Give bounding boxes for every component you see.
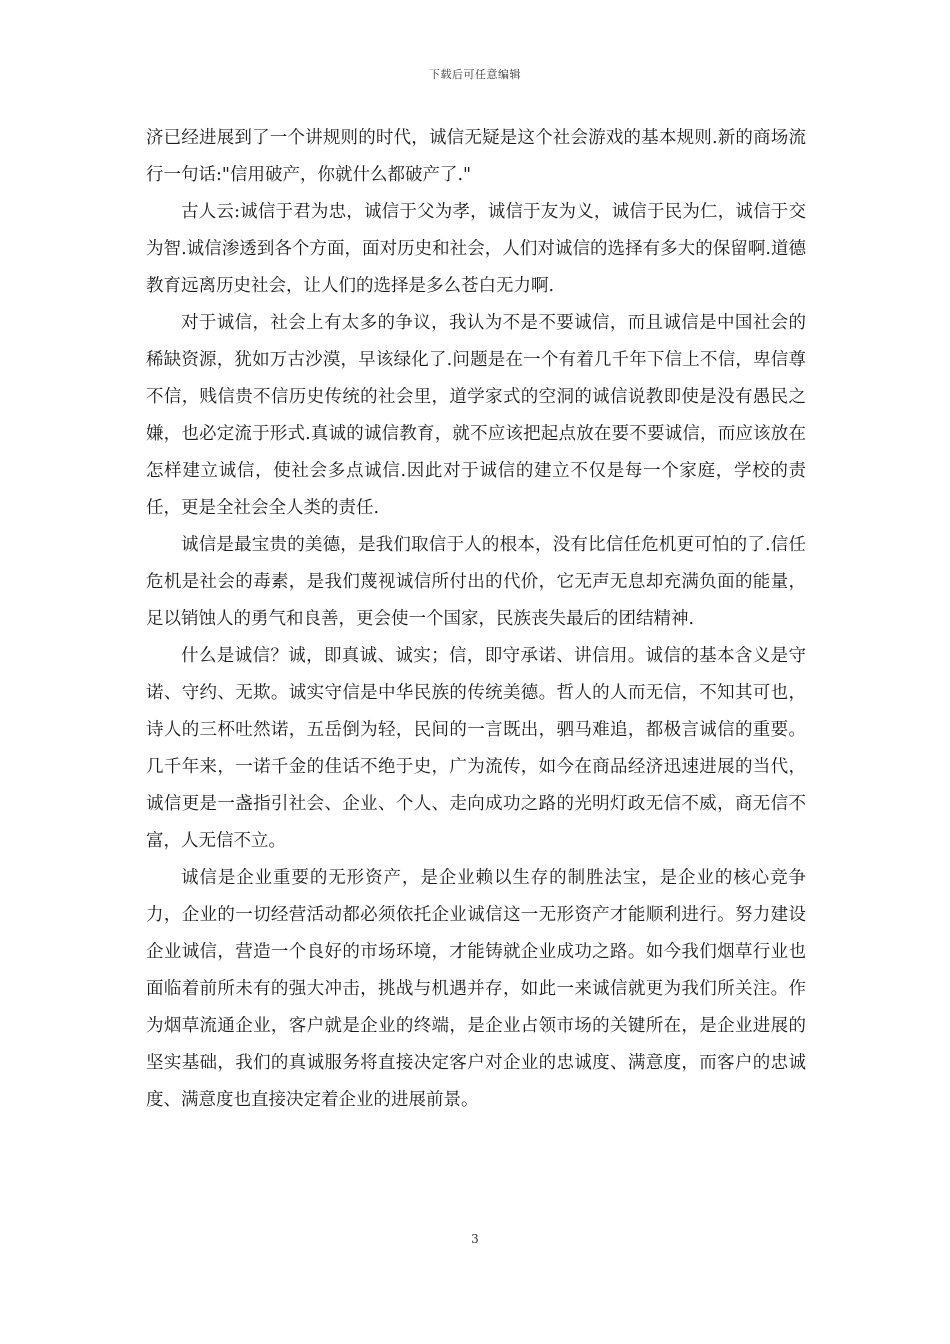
paragraph: 诚信是企业重要的无形资产，是企业赖以生存的制胜法宝，是企业的核心竞争力，企业的一切经营活动都必须依托企业诚信这一无形资产才能顺利进行。努力建设企业诚信，营造一个良好的市场环境，才能铸就企业成功之路。如今我们烟草行业也面临着前所未有的强大冲击，挑战与机遇并存，如此一来诚信就更为我们所关注。作为烟草流通企业，客户就是企业的终端，是企业占领市场的关键所在，是企业进展的坚实基础，我们的真诚服务将直接决定客户对企业的忠诚度、满意度，而客户的忠诚度、满意度也直接决定着企业的进展前景。: [146, 868, 806, 1110]
paragraph: 济已经进展到了一个讲规则的时代，诚信无疑是这个社会游戏的基本规则.新的商场流行一句话:"信用破产，你就什么都破产了.": [146, 128, 806, 185]
paragraph: 诚信是最宝贵的美德，是我们取信于人的根本，没有比信任危机更可怕的了.信任危机是社会的毒素，是我们蔑视诚信所付出的代价，它无声无息却充满负面的能量，足以销蚀人的勇气和良善，更会使一个国家，民族丧失最后的团结精神.: [146, 535, 806, 629]
document-body: [146, 120, 806, 1119]
page-number: 3: [471, 1232, 479, 1246]
paragraph: 什么是诚信？诚，即真诚、诚实；信，即守承诺、讲信用。诚信的基本含义是守诺、守约、无欺。诚实守信是中华民族的传统美德。哲人的人而无信，不知其可也，诗人的三杯吐然诺，五岳倒为轻，民间的一言既出，驷马难追，都极言诚信的重要。几千年来，一诺千金的佳话不绝于史，广为流传，如今在商品经济迅速进展的当代，诚信更是一盏指引社会、企业、个人、走向成功之路的光明灯政无信不威，商无信不富，人无信不立。: [146, 646, 806, 851]
paragraph: 对于诚信，社会上有太多的争议，我认为不是不要诚信，而且诚信是中国社会的稀缺资源，犹如万古沙漠，早该绿化了.问题是在一个有着几千年下信上不信，卑信尊不信，贱信贵不信历史传统的社会里，道学家式的空洞的诚信说教即使是没有愚民之嫌，也必定流于形式.真诚的诚信教育，就不应该把起点放在要不要诚信，而应该放在怎样建立诚信，使社会多点诚信.因此对于诚信的建立不仅是每一个家庭，学校的责任，更是全社会全人类的责任.: [146, 313, 806, 518]
page-header: 下载后可任意编辑: [429, 68, 521, 81]
paragraph: 古人云:诚信于君为忠，诚信于父为孝，诚信于友为义，诚信于民为仁，诚信于交为智.诚信渗透到各个方面，面对历史和社会，人们对诚信的选择有多大的保留啊.道德教育远离历史社会，让人们的选择是多么苍白无力啊.: [146, 202, 806, 296]
